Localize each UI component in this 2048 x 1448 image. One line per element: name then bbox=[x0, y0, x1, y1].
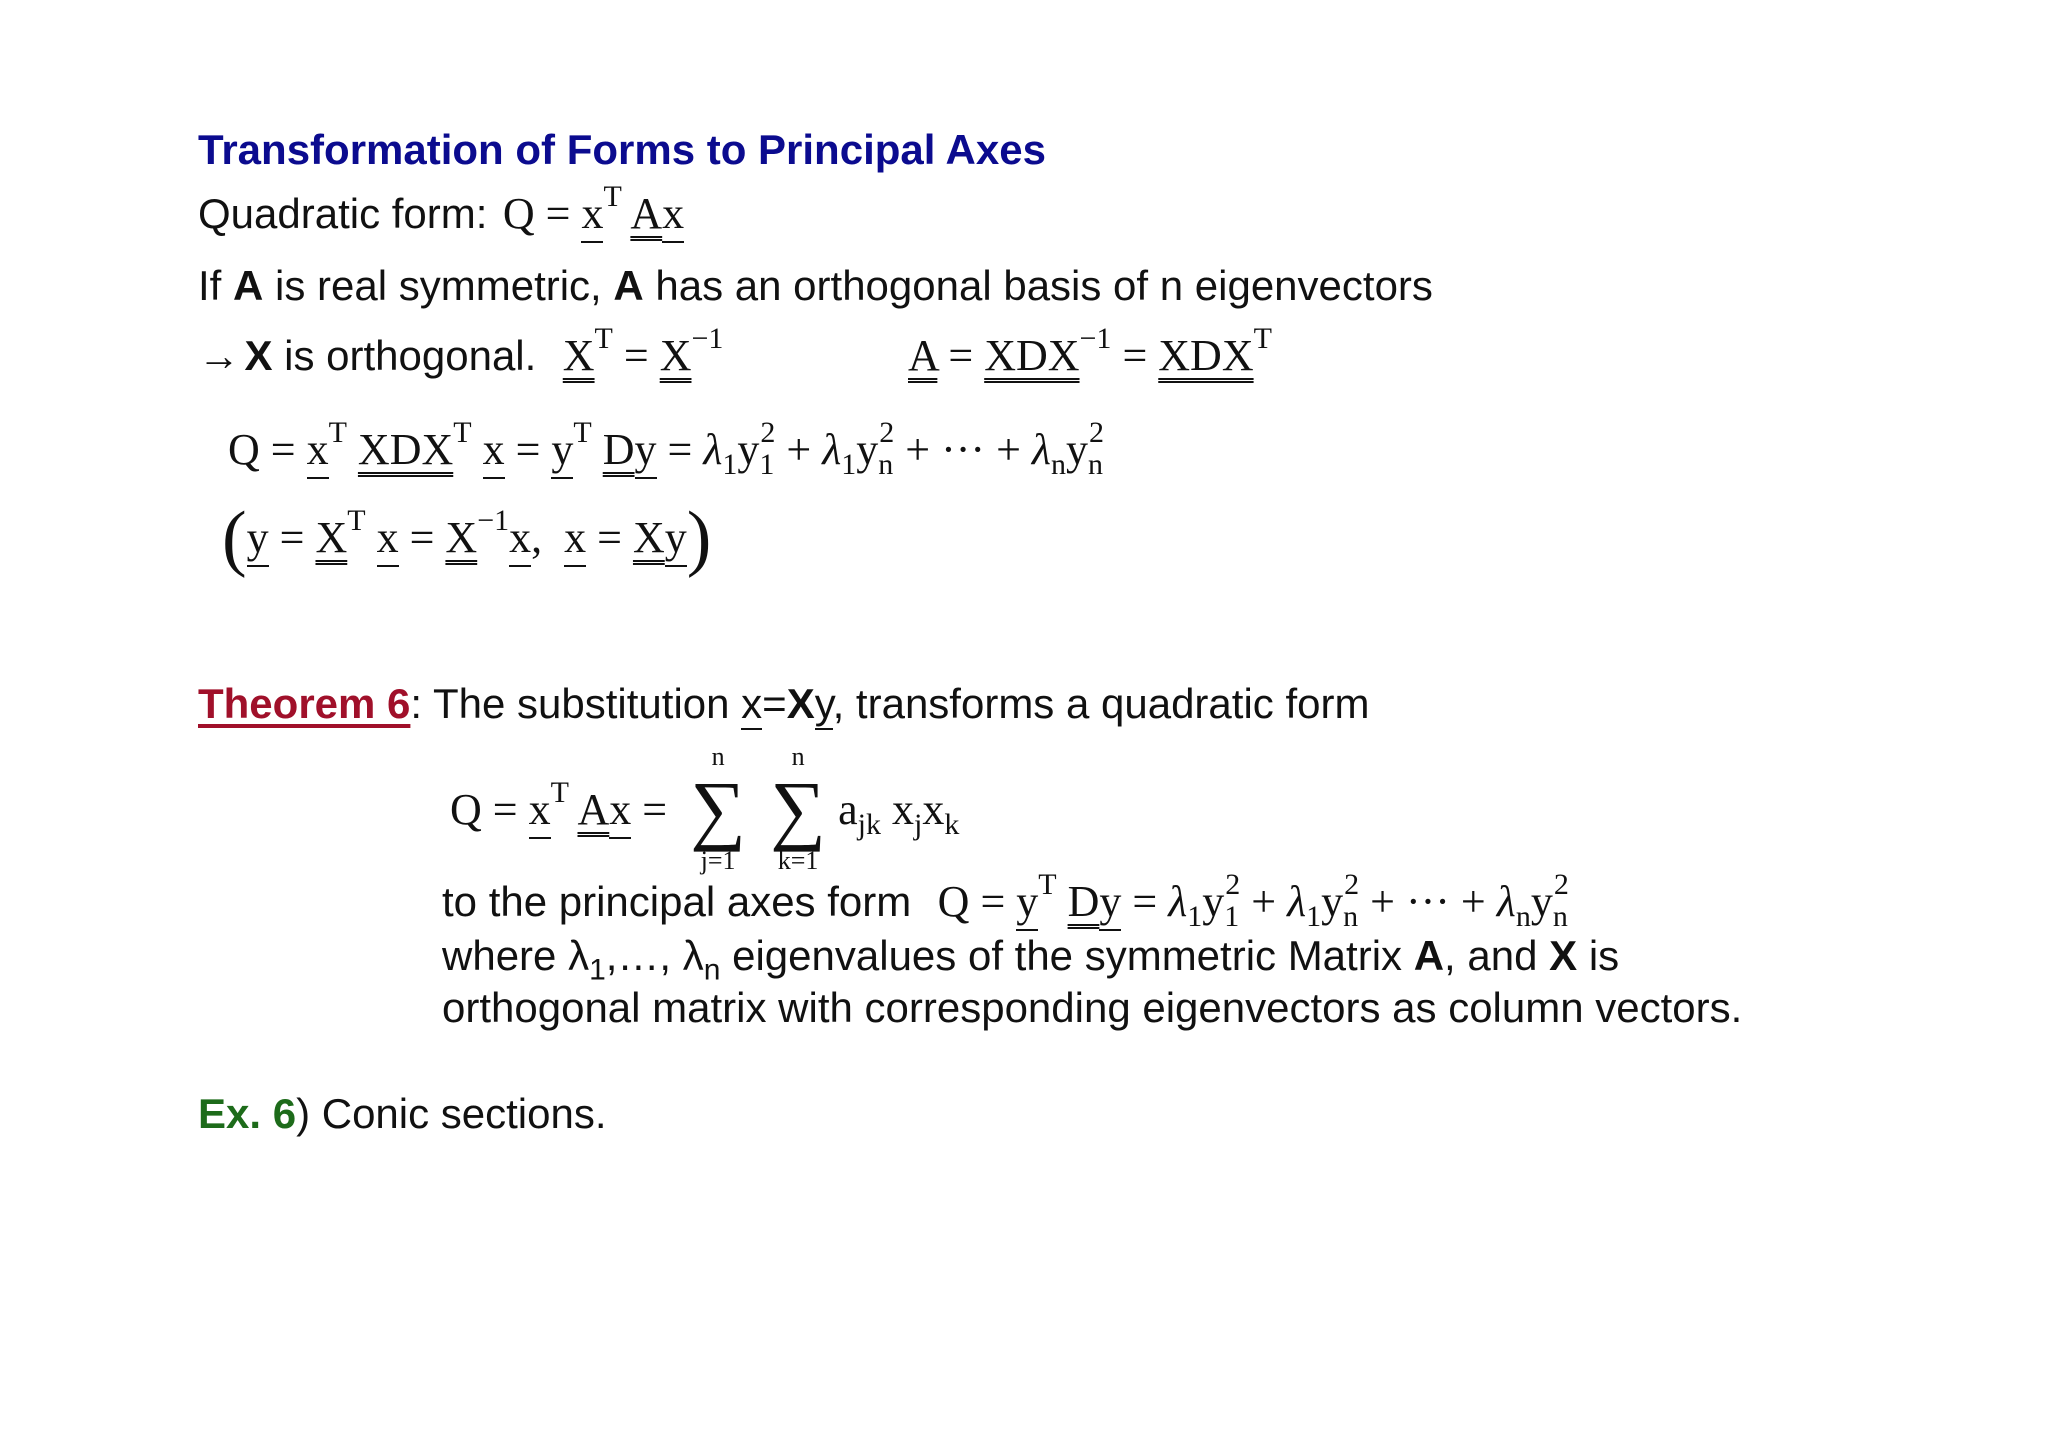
lambda-n-sub: n bbox=[703, 953, 721, 987]
theorem-x: x bbox=[741, 680, 762, 730]
lambda-1-sub: 1 bbox=[589, 953, 606, 987]
is-text: is bbox=[1577, 932, 1620, 979]
text-real-symmetric: is real symmetric, bbox=[263, 262, 614, 309]
text-if: If bbox=[198, 262, 234, 309]
eigenvalues-text: eigenvalues of the symmetric Matrix bbox=[720, 932, 1414, 979]
where-line bbox=[442, 932, 1619, 987]
example-line bbox=[198, 1090, 607, 1138]
principal-axes-line bbox=[442, 868, 1569, 933]
diagonalization-formula: $A = XDX^{-1} = XDX^T$ bbox=[908, 322, 1272, 380]
double-sum-formula: $Q = x^T$ Ax = n ∑ j=1 n ∑ k=1 $a_{jk}$ $x_jx_k$ bbox=[450, 742, 960, 875]
quadratic-form-formula: $Q = x^T$ Ax bbox=[492, 189, 684, 238]
theorem-eq: = bbox=[762, 680, 787, 727]
orthogonal-formula: $X^T = X^{-1}$ bbox=[562, 322, 724, 380]
matrix-a-bold: A bbox=[233, 262, 264, 309]
lambda-1: λ bbox=[568, 932, 590, 979]
orthogonal-line bbox=[198, 322, 724, 381]
matrix-x-bold-2: X bbox=[1549, 932, 1578, 979]
example-label: Ex. 6 bbox=[198, 1090, 297, 1137]
text-is-orthogonal: is orthogonal. bbox=[272, 332, 537, 379]
lambda-n: λ bbox=[682, 932, 704, 979]
matrix-a-bold-3: A bbox=[1413, 932, 1445, 979]
principal-axes-formula: $Q = y^T$ $Dy = \lambda_1y_1^2 + \lambda_1y_n^2$ + ··· + $\lambda_ny_n^2$ bbox=[915, 868, 1569, 933]
lambda-dots: ,…, bbox=[605, 932, 683, 979]
theorem-rest: , transforms a quadratic form bbox=[832, 680, 1370, 727]
and-text: , and bbox=[1444, 932, 1550, 979]
matrix-x-bold: X bbox=[244, 332, 273, 379]
principal-axes-text: to the principal axes form bbox=[442, 878, 912, 925]
where-text: where bbox=[442, 932, 569, 979]
arrow-icon: → bbox=[198, 332, 240, 379]
theorem-y: y bbox=[815, 680, 833, 730]
sum-j: n ∑ j=1 bbox=[690, 742, 746, 875]
symmetric-statement bbox=[198, 262, 1433, 310]
theorem-matrix-x: X bbox=[786, 680, 815, 727]
matrix-a-bold-2: A bbox=[613, 262, 644, 309]
substitution-formula: ($y = X^T$ $x = X^{-1}x$, x = Xy) bbox=[222, 497, 712, 579]
quadratic-form-label: Quadratic form: bbox=[198, 190, 488, 237]
orthogonal-matrix-line: orthogonal matrix with corresponding eigenvectors as column vectors. bbox=[442, 984, 1743, 1031]
example-text: ) Conic sections. bbox=[296, 1090, 607, 1137]
quadratic-form-line bbox=[198, 180, 685, 239]
theorem-line bbox=[198, 680, 1369, 728]
theorem-intro: : The substitution bbox=[410, 680, 742, 727]
sum-k: n ∑ k=1 bbox=[770, 742, 826, 875]
theorem-label: Theorem 6 bbox=[198, 680, 411, 727]
text-orthogonal-basis: has an orthogonal basis of n eigenvectors bbox=[643, 262, 1433, 309]
page-title: Transformation of Forms to Principal Axes bbox=[198, 126, 1046, 173]
q-expansion-formula: $Q = x^T$ $XDX^T$ $x = y^T$ $Dy = \lambda_1y_1^2 + \lambda_1y_n^2$ + ··· + $\lambda_ny_n^2$ bbox=[228, 416, 1104, 481]
